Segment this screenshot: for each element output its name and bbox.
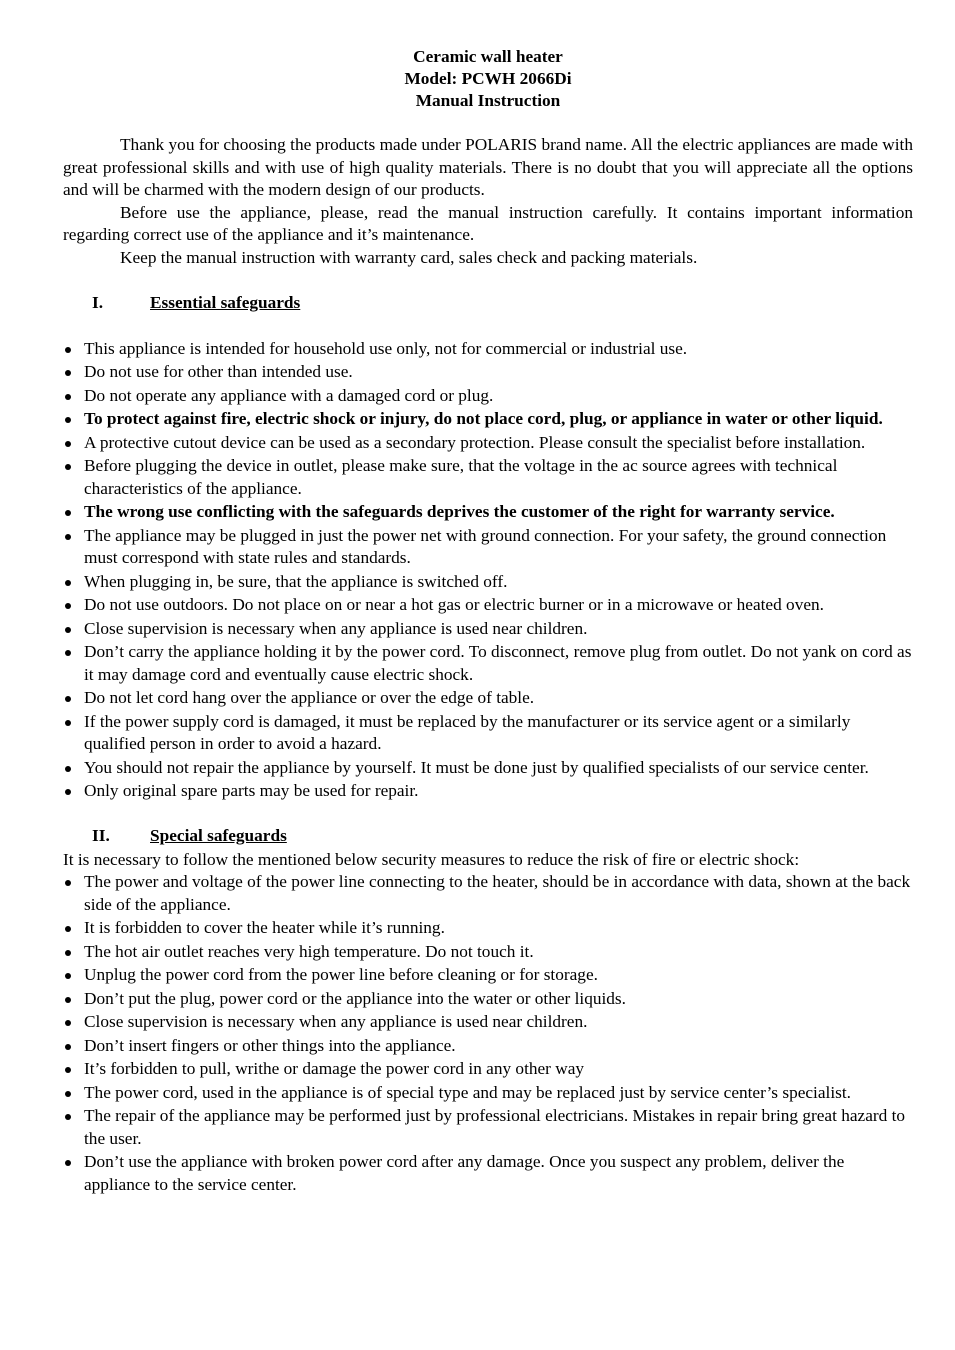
intro-paragraph: Before use the appliance, please, read the manual instruction carefully. It contains important information regarding correct use of the appliance and it’s maintenance.	[63, 202, 913, 245]
list-item: If the power supply cord is damaged, it must be replaced by the manufacturer or its service agent or a similarly qualified person in order to avoid a hazard.	[63, 711, 913, 756]
list-item: The appliance may be plugged in just the power net with ground connection. For your safety, the ground connection must correspond with state rules and standards.	[63, 525, 913, 570]
list-item: It is forbidden to cover the heater while it’s running.	[63, 917, 913, 940]
special-safeguards-list	[63, 871, 913, 1196]
section-lead-text: It is necessary to follow the mentioned below security measures to reduce the risk of fire or electric shock:	[63, 849, 800, 869]
list-item: Do not let cord hang over the appliance or over the edge of table.	[63, 687, 913, 710]
list-item: Only original spare parts may be used for repair.	[63, 780, 913, 803]
list-item-warning: To protect against fire, electric shock or injury, do not place cord, plug, or appliance in water or other liquid.	[63, 408, 913, 431]
list-item: Close supervision is necessary when any appliance is used near children.	[63, 618, 913, 641]
list-item: This appliance is intended for household use only, not for commercial or industrial use.	[63, 338, 913, 361]
list-item: The power and voltage of the power line connecting to the heater, should be in accordance with data, shown at the back side of the appliance.	[63, 871, 913, 916]
list-item: Don’t use the appliance with broken power cord after any damage. Once you suspect any problem, deliver the appliance to the service center.	[63, 1151, 913, 1196]
manual-page	[63, 46, 913, 1198]
list-item: Do not operate any appliance with a damaged cord or plug.	[63, 385, 913, 408]
section-title: Special safeguards	[150, 825, 287, 845]
section-number: II.	[92, 825, 110, 845]
list-item: Don’t put the plug, power cord or the appliance into the water or other liquids.	[63, 988, 913, 1011]
list-item: The repair of the appliance may be performed just by professional electricians. Mistakes in repair bring great hazard to the user.	[63, 1105, 913, 1150]
model-number: Model: PCWH 2066Di	[404, 69, 572, 88]
list-item: When plugging in, be sure, that the appliance is switched off.	[63, 571, 913, 594]
intro-paragraph: Thank you for choosing the products made under POLARIS brand name. All the electric appliances are made with great professional skills and with use of high quality materials. There is no doubt that you will appreciate all the options and will be charmed with the modern design of our products.	[63, 135, 913, 200]
section-heading-essential	[92, 292, 913, 316]
list-item: Before plugging the device in outlet, please make sure, that the voltage in the ac source agrees with technical characteristics of the appliance.	[63, 455, 913, 500]
section-heading-special	[92, 825, 913, 849]
list-item: Don’t insert fingers or other things into the appliance.	[63, 1035, 913, 1058]
list-item: It’s forbidden to pull, writhe or damage the power cord in any other way	[63, 1058, 913, 1081]
document-header	[63, 46, 913, 112]
document-title: Ceramic wall heater	[413, 47, 563, 66]
list-item: Do not use outdoors. Do not place on or near a hot gas or electric burner or in a microwave or heated oven.	[63, 594, 913, 617]
list-item: Close supervision is necessary when any appliance is used near children.	[63, 1011, 913, 1034]
list-item: The hot air outlet reaches very high temperature. Do not touch it.	[63, 941, 913, 964]
document-subtitle: Manual Instruction	[415, 91, 561, 110]
list-item-warning: The wrong use conflicting with the safeguards deprives the customer of the right for warranty service.	[63, 501, 913, 524]
list-item: Unplug the power cord from the power line before cleaning or for storage.	[63, 964, 913, 987]
list-item: The power cord, used in the appliance is of special type and may be replaced just by service center’s specialist.	[63, 1082, 913, 1105]
list-item: You should not repair the appliance by yourself. It must be done just by qualified specialists of our service center.	[63, 757, 913, 780]
list-item: Do not use for other than intended use.	[63, 361, 913, 384]
section-title: Essential safeguards	[150, 292, 301, 312]
list-item: A protective cutout device can be used as a secondary protection. Please consult the specialist before installation.	[63, 432, 913, 455]
intro-paragraph: Keep the manual instruction with warranty card, sales check and packing materials.	[120, 247, 698, 267]
intro-section	[63, 134, 913, 270]
list-item: Don’t carry the appliance holding it by the power cord. To disconnect, remove plug from outlet. Do not yank on cord as it may damage cord and eventually cause electric shock.	[63, 641, 913, 686]
essential-safeguards-list	[63, 338, 913, 803]
section-number: I.	[92, 292, 104, 312]
